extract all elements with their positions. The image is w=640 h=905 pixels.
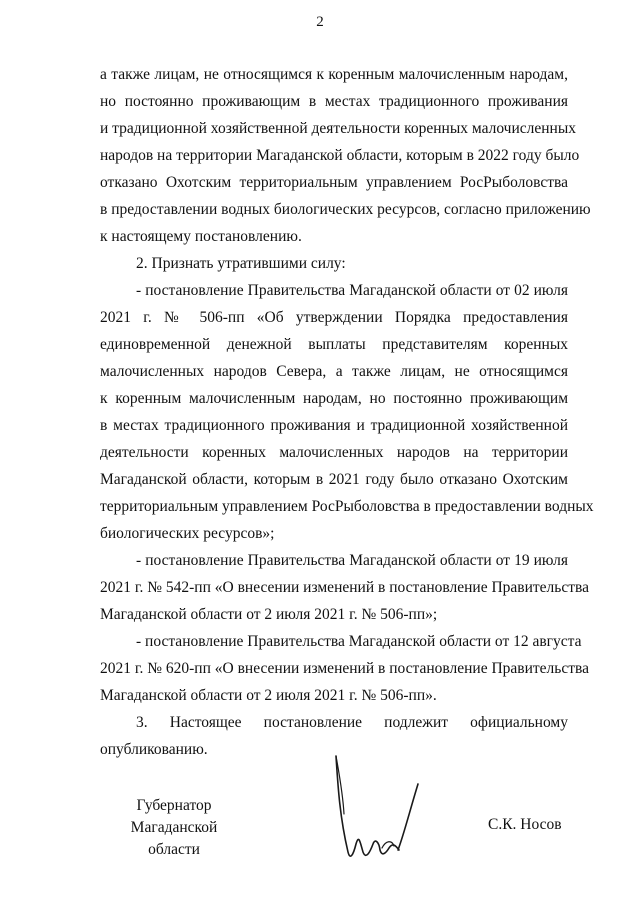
signatory-title [104,795,244,861]
signature-block [0,790,640,870]
document-body [100,61,594,763]
text-line: Магаданской области, которым в 2021 году было отказано Охотским [100,471,568,488]
text-line: деятельности коренных малочисленных народов на территории [100,444,568,461]
text-line: в местах традиционного проживания и традиционной хозяйственной [100,417,568,434]
item-2-subitem-3 [100,628,590,709]
text-line: к настоящему постановлению. [100,228,302,245]
text-line: народов на территории Магаданской области, которым в 2022 году было [100,147,580,164]
handwritten-signature [326,748,426,868]
text-line: - постановление Правительства Магаданской области от 12 августа [136,633,582,650]
text-line: биологических ресурсов»; [100,525,275,542]
text-line: к коренным малочисленным народам, но постоянно проживающим [100,390,568,407]
intro-paragraph [100,61,591,250]
text-line: а также лицам, не относящимся к коренным малочисленным народам, [100,66,568,83]
text-line: но постоянно проживающим в местах традиционного проживания [100,93,568,110]
text-line: - постановление Правительства Магаданской области от 19 июля [136,552,568,569]
signatory-title-line-2: Магаданской области [130,819,218,858]
text-line: малочисленных народов Севера, а также лицам, не относящимся [100,363,568,380]
text-line: Магаданской области от 2 июля 2021 г. № 506-пп»; [100,606,438,623]
item-2-heading [100,250,568,277]
text-line: и традиционной хозяйственной деятельности коренных малочисленных [100,120,577,137]
text-line: опубликованию. [100,741,208,758]
signatory-title-line-1: Губернатор [136,797,212,814]
text-line: - постановление Правительства Магаданской области от 02 июля [136,282,568,299]
text-line: 2021 г. № 620-пп «О внесении изменений в постановление Правительства [100,660,590,677]
text-line: отказано Охотским территориальным управлением РосРыболовства [100,174,568,191]
signatory-name: С.К. Носов [488,816,562,833]
item-2-subitem-1 [100,277,594,547]
text-line: Магаданской области от 2 июля 2021 г. № 506-пп». [100,687,437,704]
item-2-subitem-2 [100,547,590,628]
text-line: в предоставлении водных биологических ресурсов, согласно приложению [100,201,591,218]
text-line: 2. Признать утратившими силу: [136,255,346,272]
text-line: единовременной денежной выплаты представителям коренных [100,336,568,353]
text-line: 3. Настоящее постановление подлежит официальному [136,714,568,731]
text-line: территориальным управлением РосРыболовства в предоставлении водных [100,498,594,515]
page-number: 2 [316,14,324,30]
text-line: 2021 г. № 506-пп «Об утверждении Порядка предоставления [100,309,568,326]
text-line: 2021 г. № 542-пп «О внесении изменений в постановление Правительства [100,579,590,596]
